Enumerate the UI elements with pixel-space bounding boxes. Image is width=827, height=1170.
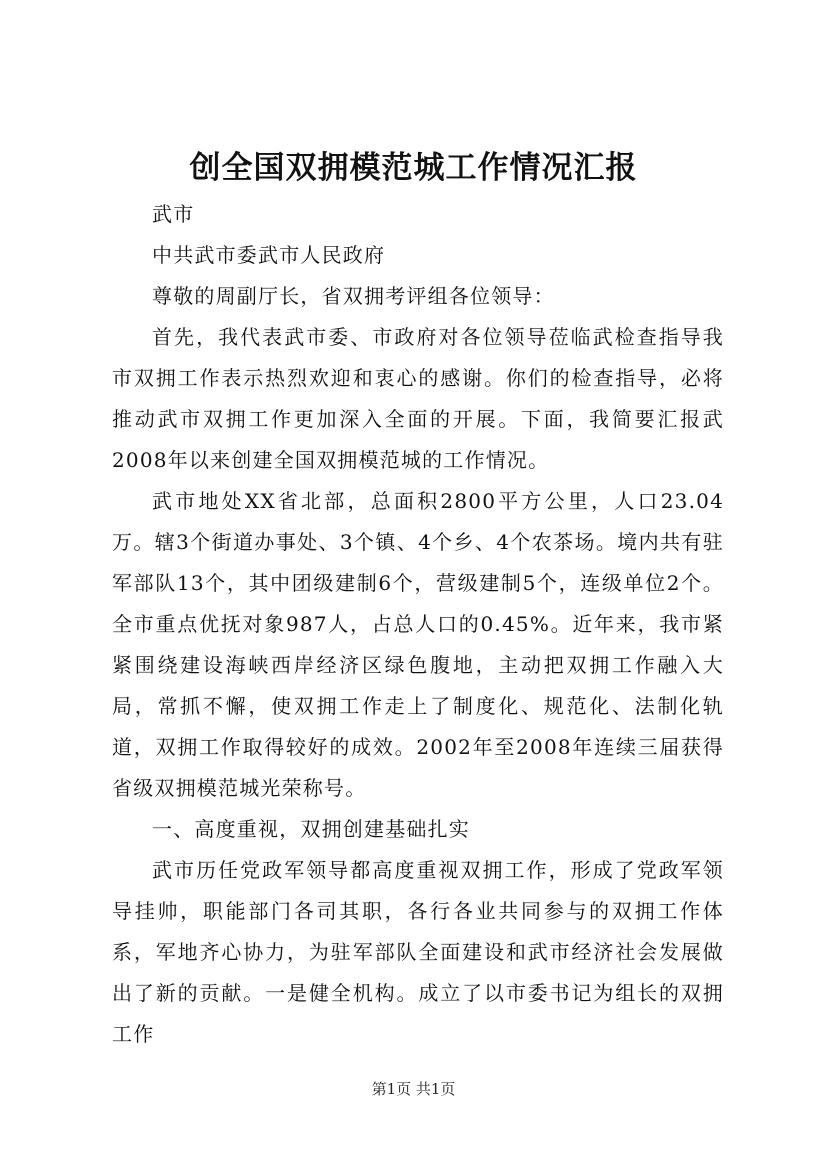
paragraph-issuer: 中共武市委武市人民政府 [152, 243, 386, 267]
document-body [112, 194, 724, 1055]
section-heading-1: 一、高度重视，双拥创建基础扎实 [152, 817, 470, 841]
paragraph-salutation: 尊敬的周副厅长，省双拥考评组各位领导： [152, 284, 555, 308]
document-title: 创全国双拥模范城工作情况汇报 [189, 150, 638, 186]
paragraph-intro: 首先，我代表武市委、市政府对各位领导莅临武检查指导我市双拥工作表示热烈欢迎和衷心的感谢。你们的检查指导，必将推动武市双拥工作更加深入全面的开展。下面，我简要汇报武2008年以来创建全国双拥模范城的工作情况。 [112, 325, 724, 472]
paragraph-city: 武市 [152, 202, 195, 226]
page-footer: 第1页 共1页 [371, 1080, 456, 1098]
paragraph-section-1: 武市历任党政军领导都高度重视双拥工作，形成了党政军领导挂帅，职能部门各司其职，各行各业共同参与的双拥工作体系，军地齐心协力，为驻军部队全面建设和武市经济社会发展做出了新的贡献。一是健全机构。成立了以市委书记为组长的双拥工作 [112, 858, 724, 1046]
paragraph-overview: 武市地处XX省北部，总面积2800平方公里，人口23.04万。辖3个街道办事处、3个镇、4个乡、4个农茶场。境内共有驻军部队13个，其中团级建制6个，营级建制5个，连级单位2个。全市重点优抚对象987人，占总人口的0.45%。近年来，我市紧紧围绕建设海峡西岸经济区绿色腹地，主动把双拥工作融入大局，常抓不懈，使双拥工作走上了制度化、规范化、法制化轨道，双拥工作取得较好的成效。2002年至2008年连续三届获得省级双拥模范城光荣称号。 [112, 489, 724, 800]
